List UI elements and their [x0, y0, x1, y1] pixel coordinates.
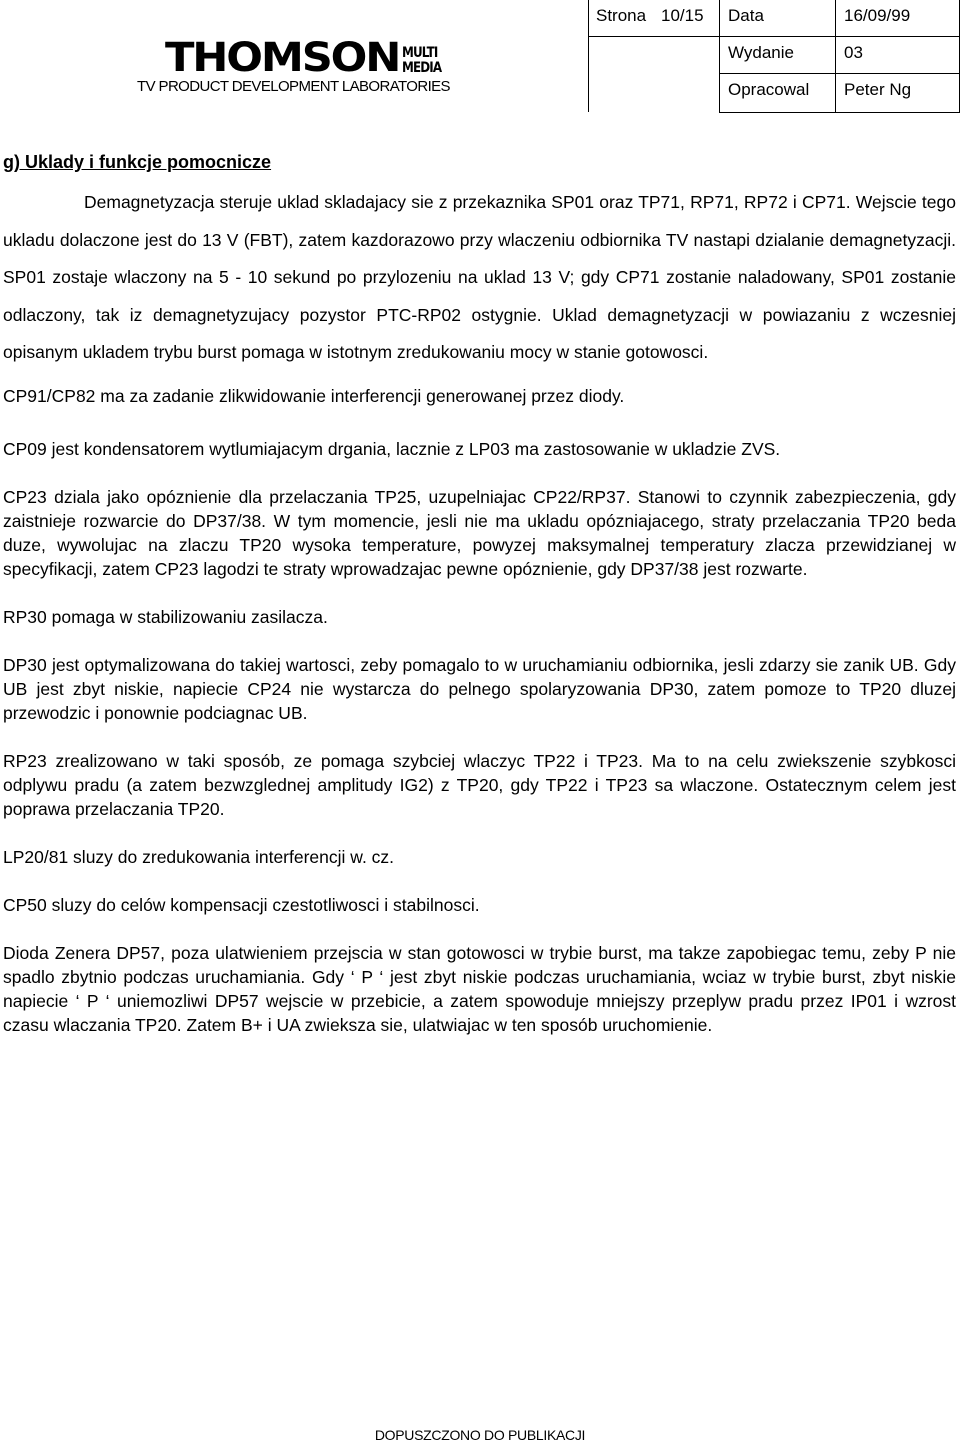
header-brand-block — [0, 0, 589, 112]
prepared-label: Opracowal — [728, 80, 810, 99]
paragraph-7: LP20/81 sluzy do zredukowania interferencji w. cz. — [3, 846, 395, 867]
edition-value: 03 — [844, 43, 863, 62]
thomson-multimedia-logo — [165, 35, 448, 81]
date-label-text: Data — [728, 6, 764, 25]
prepared-value-box — [835, 73, 960, 113]
logo-main-text: THOMSON — [165, 35, 400, 81]
date-label-box — [719, 0, 836, 37]
paragraph-1: CP91/CP82 ma za zadanie zlikwidowanie interferencji generowanej przez diody. — [3, 385, 625, 406]
prepared-value: Peter Ng — [844, 80, 912, 99]
logo-sub-text — [402, 46, 441, 76]
paragraph-8: CP50 sluzy do celów kompensacji czestotliwosci i stabilnosci. — [3, 894, 480, 915]
edition-label-box — [719, 36, 836, 74]
paragraph-5: DP30 jest optymalizowana do takiej wartosci, zeby pomagalo to w uruchamianiu odbiornika, jesli zdarzy sie zanik UB. Gdy UB jest zbyt niskie, napiecie CP24 nie wystarcza do pelnego spolaryzowania DP30, zatem pomoze to TP20 dluzej przewodzic i ponownie podciagnac UB. — [3, 654, 956, 723]
footer-approval: DOPUSZCZONO DO PUBLIKACJI — [374, 1427, 586, 1443]
date-value: 16/09/99 — [844, 6, 911, 25]
paragraph-4: RP30 pomaga w stabilizowaniu zasilacza. — [3, 606, 328, 627]
edition-value-box — [835, 36, 960, 74]
date-value-box — [835, 0, 960, 37]
paragraph-demagnetization: Demagnetyzacja steruje uklad skladajacy sie z przekaznika SP01 oraz TP71, RP71, RP72 i CP71. Wejscie tego ukladu dolaczone jest do 13 V (FBT), zatem kazdorazowo przy wlaczeniu odbiornika TV nastapi dzialanie demagnetyzacji. SP01 zostaje wlaczony na 5 - 10 sekund po przylozeniu na uklad 13 V; gdy CP71 zostanie naladowany, SP01 zostanie odlaczony, tak iz demagnetyzujacy pozystor PTC-RP02 ostygnie. Uklad demagnetyzacji w powiazaniu z wczesniej opisanym ukladem trybu burst pomaga w istotnym zredukowaniu mocy w stanie gotowosci. — [3, 192, 956, 362]
section-heading: g) Uklady i funkcje pomocnicze — [3, 152, 272, 172]
edition-label: Wydanie — [728, 43, 794, 62]
paragraph-9: Dioda Zenera DP57, poza ulatwieniem przejscia w stan gotowosci w trybie burst, ma takze zapobiegac temu, zeby P nie spadlo zbytnio podczas uruchamiania. Gdy ‘ P ‘ jest zbyt niskie podczas uruchamiania, wciaz w trybie burst, zbyt niskie napiecie ‘ P ‘ uniemozliwi DP57 wejscie w przebicie, a zatem spowoduje mniejszy przeplyw pradu przez IP01 i wzrost czasu wlaczania TP20. Zatem B+ i UA zwieksza sie, ulatwiajac w ten sposób uruchomienie. — [3, 942, 956, 1035]
document-body — [3, 150, 956, 1037]
paragraph-3: CP23 dziala jako opóznienie dla przelaczania TP25, uzupelniajac CP22/RP37. Stanowi to czynnik zabezpieczenia, gdy zaistnieje rozwarcie do DP37/38. W tym momencie, jesli nie ma ukladu opózniajacego, straty przelaczania TP20 beda duze, wywolujac na zlaczu TP20 wysoka temperature, powyzej maksymalnej temperatury zlacza przewidzianej w specyfikacji, zatem CP23 lagodzi te straty wprowadzajac pewne opóznienie, gdy DP37/38 jest rozwarte. — [3, 486, 956, 579]
paragraph-2: CP09 jest kondensatorem wytlumiajacym drgania, lacznie z LP03 ma zastosowanie w ukladzie ZVS. — [3, 438, 781, 459]
paragraph-6: RP23 zrealizowano w taki sposób, ze pomaga szybciej wlaczyc TP22 i TP23. Ma to na celu zwiekszenie szybkosci odplywu pradu (a zatem bezwzglednej amplitudy IG2) z TP20, gdy TP22 i TP23 sa wlaczone. Ostatecznym celem jest poprawa przelaczania TP20. — [3, 750, 956, 819]
page-value-text: 10/15 — [661, 6, 704, 25]
logo-sub-bottom: MEDIA — [401, 60, 442, 76]
page-label-text: Strona — [596, 6, 647, 25]
lab-name: TV PRODUCT DEVELOPMENT LABORATORIES — [137, 78, 450, 95]
prepared-label-box — [719, 73, 836, 113]
logo-sub-top: MULTI — [401, 45, 438, 61]
